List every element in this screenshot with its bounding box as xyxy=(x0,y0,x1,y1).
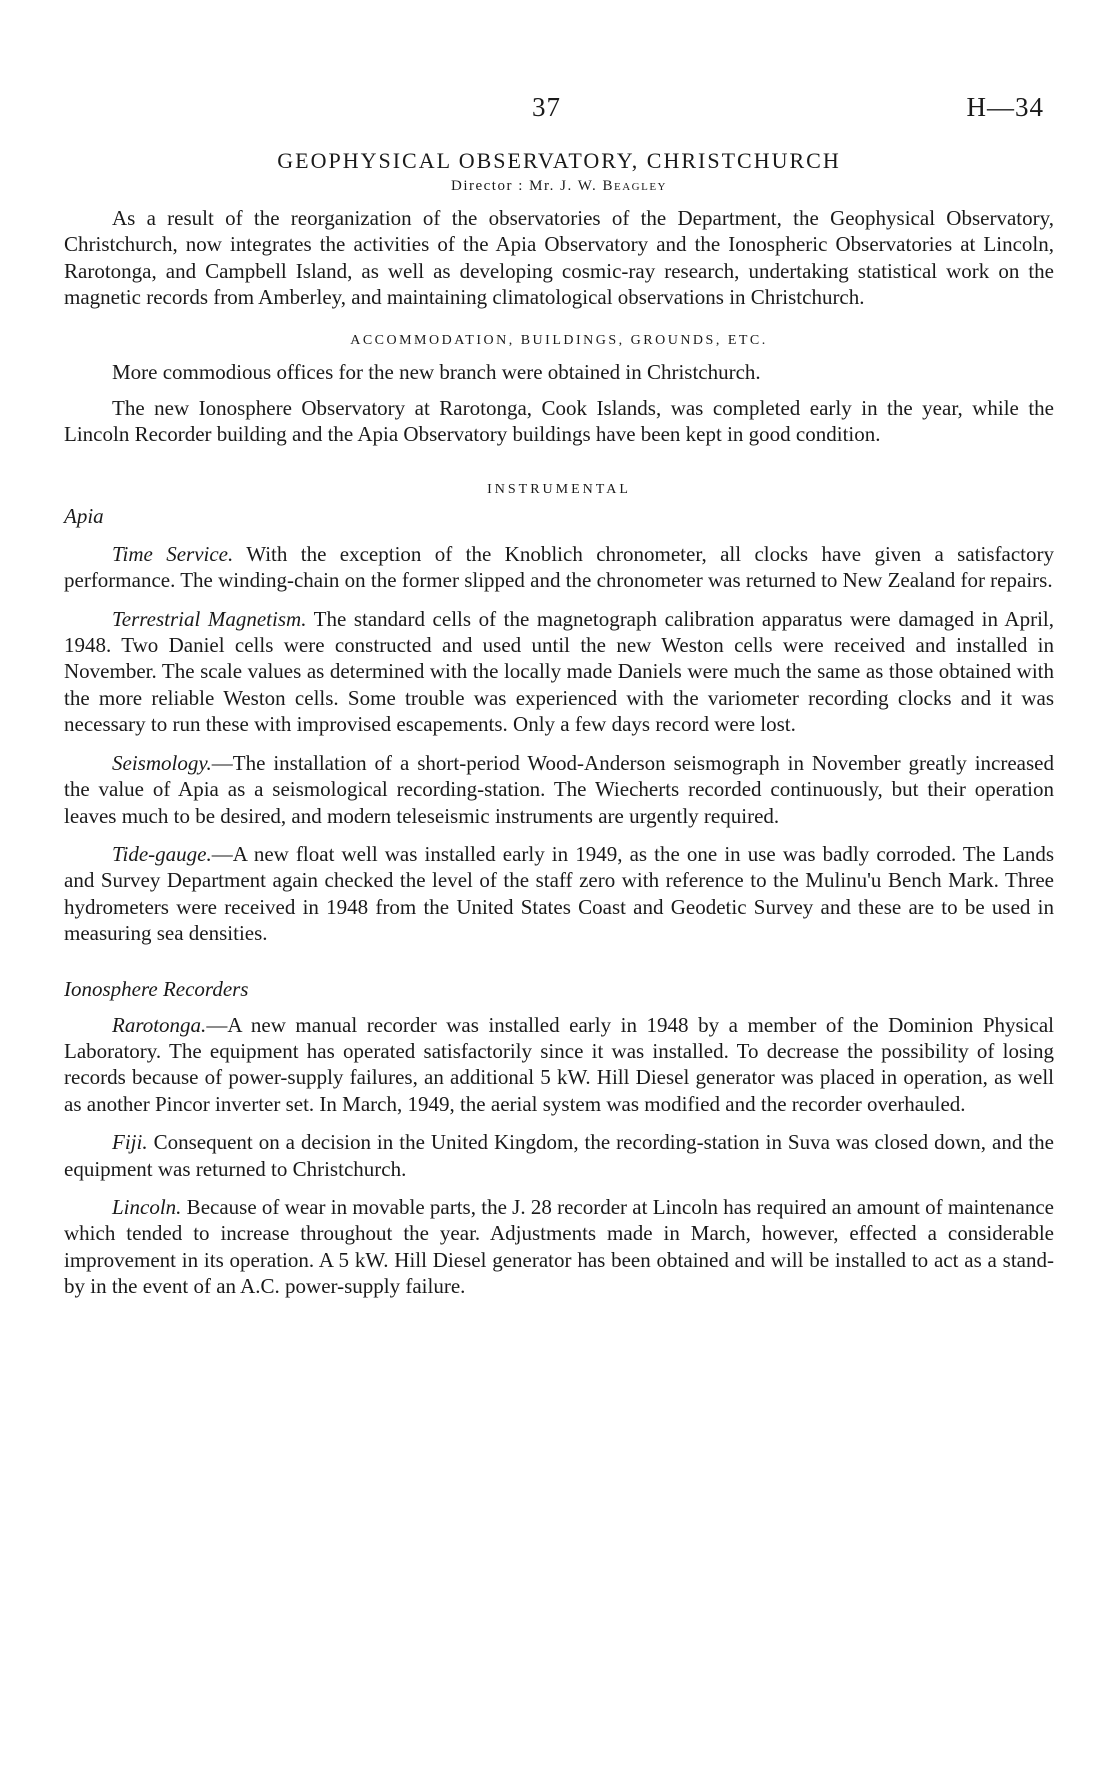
time-service-paragraph xyxy=(64,541,1054,594)
rarotonga-text: —A new manual recorder was installed early in 1948 by a member of the Dominion Physical Laboratory. The equipment has operated satisfactorily since it was installed. To decrease the possibility of losing records because of power-supply failures, an additional 5 kW. Hill Diesel generator was placed in operation, as well as another Pincor inverter set. In March, 1949, the aerial system was modified and the recorder overhauled. xyxy=(64,1012,1054,1116)
time-service-text: With the exception of the Knoblich chronometer, all clocks have given a satisfactory performance. The winding-chain on the former slipped and the chronometer was returned to New Zealand for repairs. xyxy=(64,541,1054,593)
instrumental-heading: INSTRUMENTAL xyxy=(487,481,631,497)
lincoln-title: Lincoln. xyxy=(112,1194,182,1219)
time-service-title: Time Service. xyxy=(112,541,234,566)
seismology-title: Seismology. xyxy=(112,750,212,775)
ionosphere-recorders-heading: Ionosphere Recorders xyxy=(64,976,249,1001)
tide-gauge-text: —A new float well was installed early in 1949, as the one in use was badly corroded. The Lands and Survey Department again checked the level of the staff zero with reference to the Mulinu'u Bench Mark. Three hydrometers were received in 1948 from the United States Coast and Geodetic Survey and these are to be used in measuring sea densities. xyxy=(64,841,1054,946)
apia-heading: Apia xyxy=(64,503,104,528)
page-number: 37 xyxy=(532,92,561,122)
director-line xyxy=(64,178,1054,195)
accommodation-heading: ACCOMMODATION, BUILDINGS, GROUNDS, ETC. xyxy=(350,332,768,348)
terrestrial-magnetism-text: The standard cells of the magnetograph calibration apparatus were damaged in April, 1948. Two Daniel cells were constructed and used until the new Weston cells were received and installed in November. The scale values as determined with the locally made Daniels were much the same as those obtained with the more reliable Weston cells. Some trouble was experienced with the variometer recording clocks and it was necessary to run these with improvised escapements. Only a few days record were lost. xyxy=(64,606,1054,737)
fiji-text: Consequent on a decision in the United Kingdom, the recording-station in Suva was closed down, and the equipment was returned to Christchurch. xyxy=(64,1130,1054,1181)
rarotonga-paragraph xyxy=(64,1012,1054,1118)
accommodation-paragraph-1: More commodious offices for the new branch were obtained in Christchurch. xyxy=(112,359,761,384)
tide-gauge-title: Tide-gauge. xyxy=(112,841,212,866)
page-title: GEOPHYSICAL OBSERVATORY, CHRISTCHURCH xyxy=(277,148,841,173)
seismology-paragraph xyxy=(64,750,1054,829)
lincoln-paragraph xyxy=(64,1194,1054,1300)
fiji-paragraph xyxy=(64,1129,1054,1182)
terrestrial-magnetism-title: Terrestrial Magnetism. xyxy=(112,606,307,631)
seismology-text: —The installation of a short-period Wood-Anderson seismograph in November greatly increased the value of Apia as a seismological recording-station. The Wiecherts recorded continuously, but their operation leaves much to be desired, and modern teleseismic instruments are urgently required. xyxy=(64,750,1054,828)
rarotonga-title: Rarotonga. xyxy=(112,1012,207,1037)
intro-paragraph: As a result of the reorganization of the observatories of the Department, the Geophysical Observatory, Christchurch, now integrates the activities of the Apia Observatory and the Ionospheric Observatories at Lincoln, Rarotonga, and Campbell Island, as well as developing cosmic-ray research, undertaking statistical work on the magnetic records from Amberley, and maintaining climatological observations in Christchurch. xyxy=(64,206,1054,310)
page-header xyxy=(64,92,1054,132)
document-page xyxy=(64,92,1054,1300)
tide-gauge-paragraph xyxy=(64,841,1054,947)
terrestrial-magnetism-paragraph xyxy=(64,606,1054,738)
director-name: Beagley xyxy=(602,178,667,194)
fiji-title: Fiji. xyxy=(112,1130,148,1155)
director-label: Director : Mr. J. W. xyxy=(451,178,598,194)
lincoln-text: Because of wear in movable parts, the J. 28 recorder at Lincoln has required an amount of maintenance which tended to increase throughout the year. Adjustments made in March, however, effected a considerable improvement in its operation. A 5 kW. Hill Diesel generator has been obtained and will be installed to act as a stand-by in the event of an A.C. power-supply failure. xyxy=(64,1194,1054,1299)
accommodation-paragraph-2: The new Ionosphere Observatory at Rarotonga, Cook Islands, was completed early in the year, while the Lincoln Recorder building and the Apia Observatory buildings have been kept in good condition. xyxy=(64,396,1054,447)
page-reference: H—34 xyxy=(966,92,1044,122)
